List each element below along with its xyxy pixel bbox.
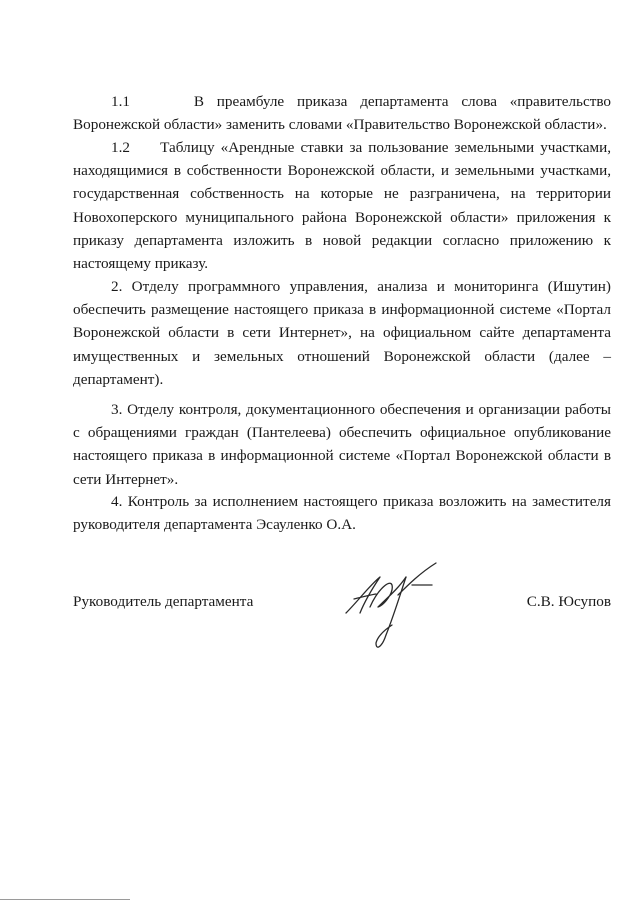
- page-edge-line: [0, 899, 130, 900]
- signer-position: Руководитель департамента: [73, 593, 254, 610]
- handwritten-signature: [340, 555, 450, 665]
- paragraph-3: 3. Отделу контроля, документационного обеспечения и организации работы с обращениями граждан (Пантелеева) обеспечить официальное опубликование настоящего приказа в информационной системе «Портал Воронежской области в сети Интернет».: [73, 401, 611, 488]
- signer-name: С.В. Юсупов: [526, 593, 611, 610]
- paragraph-1-2: 1.2 Таблицу «Арендные ставки за пользование земельными участками, находящимися в собственности Воронежской области, и земельными участками, государственная собственность на которые не разграничена, на территории Новохоперского муниципального района Воронежской области» приложения к приказу департамента изложить в новой редакции согласно приложению к настоящему приказу.: [73, 139, 611, 273]
- paragraph-4: 4. Контроль за исполнением настоящего приказа возложить на заместителя руководителя департамента Эсауленко О.А.: [73, 493, 611, 534]
- paragraph-2: 2. Отделу программного управления, анализа и мониторинга (Ишутин) обеспечить размещение настоящего приказа в информационной системе «Портал Воронежской области в сети Интернет», на официальном сайте департамента имущественных и земельных отношений Воронежской области (далее – департамент).: [73, 278, 611, 388]
- paragraph-1-1: 1.1 В преамбуле приказа департамента слова «правительство Воронежской области» заменить словами «Правительство Воронежской области».: [73, 93, 611, 134]
